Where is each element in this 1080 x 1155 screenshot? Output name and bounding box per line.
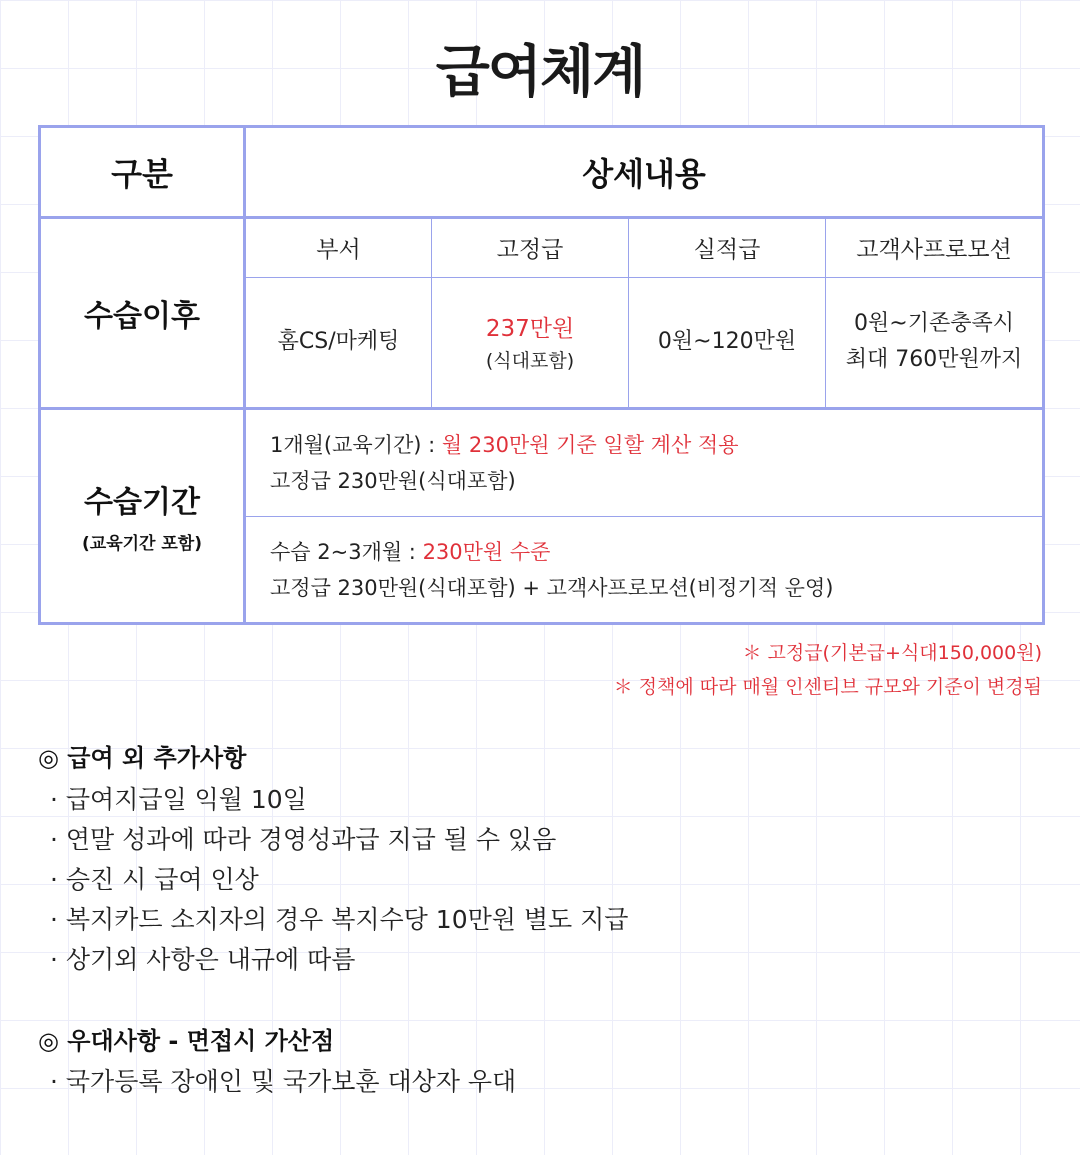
extras-item: · 복지카드 소지자의 경우 복지수당 10만원 별도 지급	[50, 905, 629, 934]
header-category: 구분	[40, 127, 245, 218]
table-header-row	[40, 127, 1044, 218]
row-label-after-training: 수습이후	[40, 217, 245, 408]
after-training-subheader-row	[40, 217, 1044, 277]
month23-highlight: 230만원 수준	[422, 539, 551, 564]
column-fixed-pay: 고정급	[432, 217, 629, 277]
month1-highlight: 월 230만원 기준 일할 계산 적용	[441, 432, 739, 457]
row-label-training-cell	[40, 408, 245, 623]
preference-section-title: ◎ 우대사항 - 면접시 가산점	[38, 1027, 335, 1055]
promotion-line-2: 최대 760만원까지	[845, 347, 1023, 373]
note-policy: ＊ 정책에 따라 매월 인센티브 규모와 기준이 변경됨	[613, 676, 1042, 698]
fixed-pay-cell	[432, 277, 629, 408]
month1-prefix: 1개월(교육기간) :	[270, 432, 442, 457]
performance-pay-value: 0원~120만원	[629, 277, 826, 408]
month23-line-1	[270, 534, 1042, 570]
month23-line-2: 고정급 230만원(식대포함) + 고객사프로모션(비정기적 운영)	[270, 575, 834, 600]
extras-item: · 승진 시 급여 인상	[50, 865, 259, 894]
header-detail: 상세내용	[245, 127, 1044, 218]
department-value: 홈CS/마케팅	[245, 277, 432, 408]
page-title: 급여체계	[435, 40, 645, 105]
month1-line-1	[270, 427, 1042, 463]
month23-prefix: 수습 2~3개월 :	[270, 539, 423, 564]
extras-section-title: ◎ 급여 외 추가사항	[38, 744, 247, 772]
training-month23-detail	[245, 517, 1044, 624]
extras-item: · 상기외 사항은 내규에 따름	[50, 945, 356, 974]
training-month1-row	[40, 408, 1044, 517]
note-fixed-pay: ＊ 고정급(기본급+식대150,000원)	[742, 642, 1042, 664]
column-department: 부서	[245, 217, 432, 277]
training-month1-detail	[245, 408, 1044, 517]
salary-table	[38, 125, 1045, 625]
month1-line-2: 고정급 230만원(식대포함)	[270, 468, 516, 493]
column-promotion: 고객사프로모션	[826, 217, 1044, 277]
extras-item: · 연말 성과에 따라 경영성과급 지급 될 수 있음	[50, 825, 557, 854]
column-performance-pay: 실적급	[629, 217, 826, 277]
row-label-training: 수습기간	[84, 485, 200, 521]
fixed-pay-note: (식대포함)	[485, 349, 575, 372]
extras-item: · 급여지급일 익월 10일	[50, 785, 307, 814]
preference-item: · 국가등록 장애인 및 국가보훈 대상자 우대	[50, 1067, 517, 1096]
promotion-line-1: 0원~기존충족시	[854, 311, 1014, 337]
row-sublabel-training: (교육기간 포함)	[82, 534, 202, 555]
fixed-pay-value: 237만원	[485, 315, 575, 342]
promotion-cell	[826, 277, 1044, 408]
